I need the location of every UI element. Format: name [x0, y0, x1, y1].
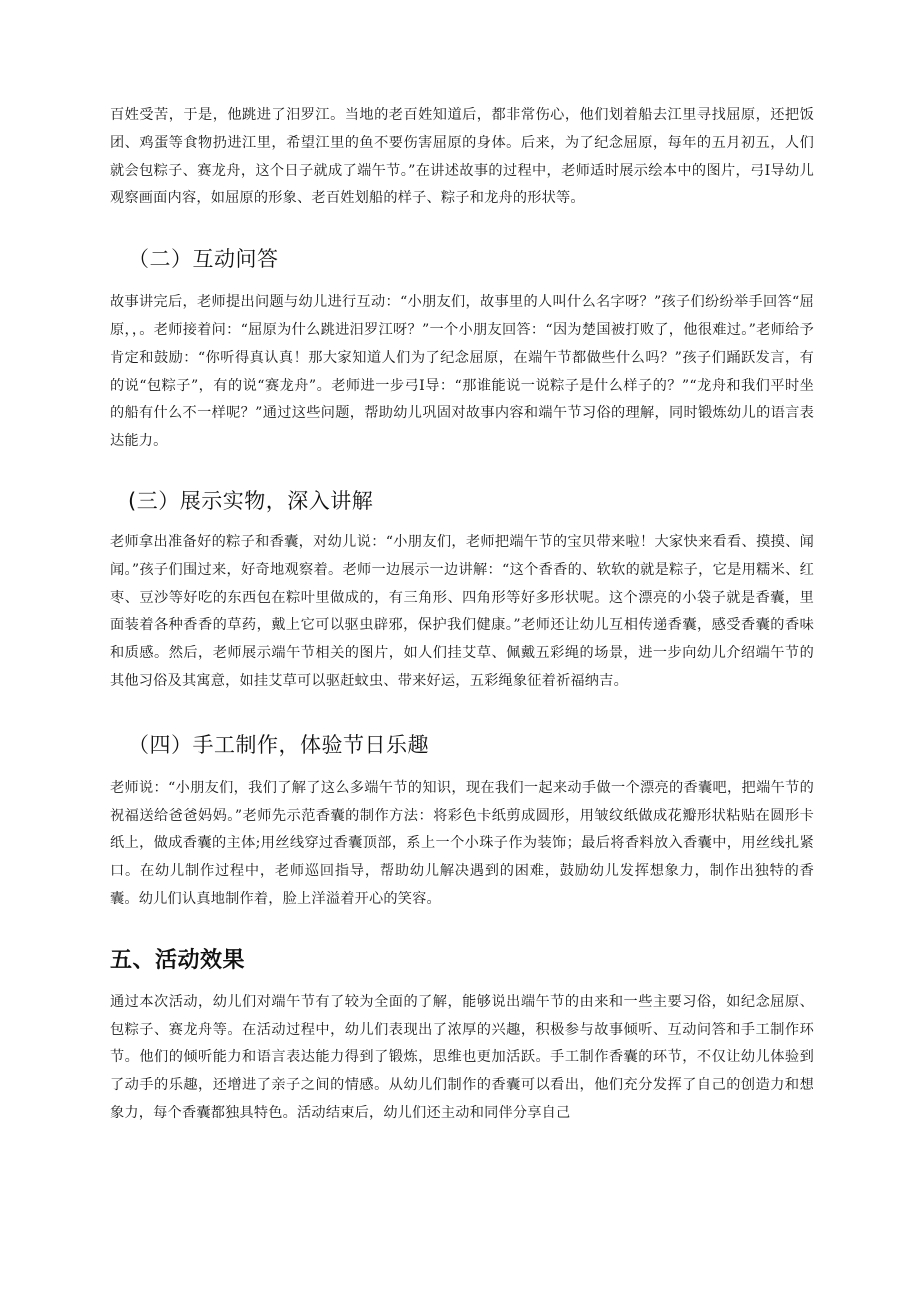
heading-activity-effect: 五、活动效果 [110, 947, 246, 973]
paragraph-show-objects: 老师拿出准备好的粽子和香囊，对幼儿说：“小朋友们，老师把端午节的宝贝带来啦！大家快来看看、摸摸、闻闻。”孩子们围过来，好奇地观察着。老师一边展示一边讲解：“这个香香的、软软的就是粽子，它是用糯米、红枣、豆沙等好吃的东西包在粽叶里做成的，有三角形、四角形等好多形状呢。这个漂亮的小袋子就是香囊，里面装着各种香香的草药，戴上它可以驱虫辟邪，保护我们健康。”老师还让幼儿互相传递香囊，感受香囊的香味和质感。然后，老师展示端午节相关的图片，如人们挂艾草、佩戴五彩绳的场景，进一步向幼儿介绍端午节的其他习俗及其寓意，如挂艾草可以驱赶蚊虫、带来好运，五彩绳象征着祈福纳吉。 [110, 533, 814, 689]
paragraph-interactive-qa: 故事讲完后，老师提出问题与幼儿进行互动：“小朋友们，故事里的人叫什么名字呀？”孩子们纷纷举手回答“屈原，，。老师接着问：“屈原为什么跳进汨罗江呀？”一个小朋友回答：“因为楚国被打败了，他很难过。”老师给予肯定和鼓励：“你听得真认真！那大家知道人们为了纪念屈原，在端午节都做些什么吗？”孩子们踊跃发言，有的说“包粽子”，有的说“赛龙舟”。老师进一步弓I导：“那谁能说一说粽子是什么样子的？”“龙舟和我们平时坐的船有什么不一样呢？”通过这些问题，帮助幼儿巩固对故事内容和端午节习俗的理解，同时锻炼幼儿的语言表达能力。 [110, 294, 814, 450]
heading-handcraft: （四）手工制作，体验节日乐趣 [128, 732, 429, 757]
paragraph-handcraft: 老师说：“小朋友们，我们了解了这么多端午节的知识，现在我们一起来动手做一个漂亮的香囊吧，把端午节的祝福送给爸爸妈妈。”老师先示范香囊的制作方法：将彩色卡纸剪成圆形，用皱纹纸做成花瓣形状粘贴在圆形卡纸上，做成香囊的主体;用丝线穿过香囊顶部，系上一个小珠子作为装饰；最后将香料放入香囊中，用丝线扎紧口。在幼儿制作过程中，老师巡回指导，帮助幼儿解决遇到的困难，鼓励幼儿发挥想象力，制作出独特的香囊。幼儿们认真地制作着，脸上洋溢着开心的笑容。 [110, 779, 814, 907]
heading-show-objects: (三）展示实物，深入讲解 [128, 488, 374, 513]
heading-interactive-qa: （二）互动问答 [128, 247, 279, 272]
paragraph-activity-effect: 通过本次活动，幼儿们对端午节有了较为全面的了解，能够说出端午节的由来和一些主要习俗，如纪念屈原、包粽子、赛龙舟等。在活动过程中，幼儿们表现出了浓厚的兴趣，积极参与故事倾听、互动问答和手工制作环节。他们的倾听能力和语言表达能力得到了锻炼，思维也更加活跃。手工制作香囊的环节，不仅让幼儿体验到了动手的乐趣，还增进了亲子之间的情感。从幼儿们制作的香囊可以看出，他们充分发挥了自己的创造力和想象力，每个香囊都独具特色。活动结束后，幼儿们还主动和同伴分享自己 [110, 993, 814, 1121]
paragraph-story-end: 百姓受苦，于是，他跳进了汨罗江。当地的老百姓知道后，都非常伤心，他们划着船去江里寻找屈原，还把饭团、鸡蛋等食物扔进江里，希望江里的鱼不要伤害屈原的身体。后来，为了纪念屈原，每年的五月初五，人们就会包粽子、赛龙舟，这个日子就成了端午节。”在讲述故事的过程中，老师适时展示绘本中的图片，弓I导幼儿观察画面内容，如屈原的形象、老百姓划船的样子、粽子和龙舟的形状等。 [110, 107, 814, 207]
document-page [110, 102, 814, 1128]
